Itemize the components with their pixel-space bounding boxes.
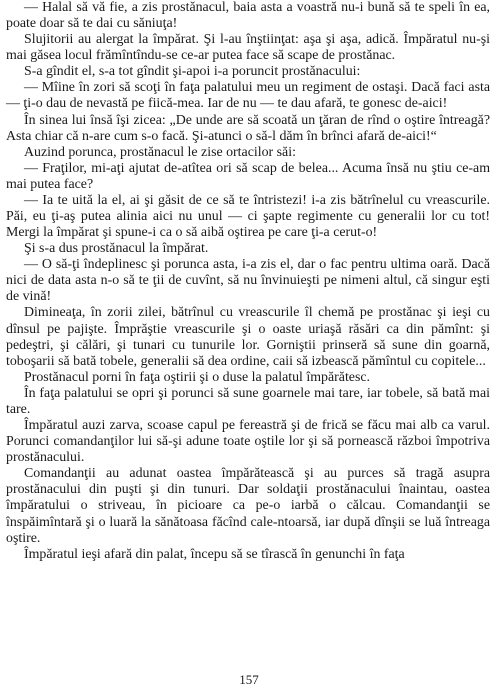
paragraph: — Fraţilor, mi-aţi ajutat de-atîtea ori să scap de belea... Acuma însă nu ştiu ce-am mai putea face? [6, 160, 490, 192]
paragraph: Împăratul ieşi afară din palat, începu să se tîrască în genunchi în faţa [24, 546, 405, 562]
paragraph: — Mîine în zori să scoţi în faţa palatului meu un regiment de ostaşi. Dacă faci asta — ţi-o dau de nevastă pe fiică-mea. Iar de nu — te dau afară, te gonesc de-aici! [6, 80, 490, 112]
paragraph: — Halal să vă fie, a zis prostănacul, baia asta a voastră nu-i bună să te speli în ea, poate doar să te dai cu săniuţa! [6, 0, 490, 32]
paragraph: Prostănacul porni în faţa oştirii şi o duse la palatul împărătesc. [24, 369, 371, 385]
paragraph: — O să-ţi îndeplinesc şi porunca asta, i-a zis el, dar o fac pentru ultima oară. Dacă nici de data asta n-o să te ţii de cuvînt, să nu învinuieşti pe nimeni altul, că singur eşti de vină! [6, 257, 490, 305]
paragraph: Dimineaţa, în zorii zilei, bătrînul cu vreascurile îl chemă pe prostănac şi ieşi cu dînsul pe pajişte. Împrăştie vreascurile şi o oaste uriaşă răsări ca din pămînt: şi pedeştri, şi călări, şi tunari cu tunurile lor. Gorniştii prinseră să sune din goarnă, toboşarii să bată tobele, generalii să dea ordine, caii să izbească pămîntul cu copitele... [6, 305, 490, 369]
paragraph: S-a gîndit el, s-a tot gîndit şi-apoi i-a poruncit prostănacului: [24, 64, 361, 80]
paragraph: În sinea lui însă îşi zicea: „De unde are să scoată un ţăran de rînd o oştire întreagă? Asta chiar că n-are cum s-o facă. Şi-atunci o să-l dăm în brînci afară de-aici!“ [6, 112, 490, 144]
paragraph: Şi s-a dus prostănacul la împărat. [24, 241, 209, 257]
page-number: 157 [239, 672, 259, 687]
paragraph: Comandanţii au adunat oastea împărătească şi au purces să tragă asupra prostănacului din puşti şi din tunuri. Dar soldaţii prostănacului înaintau, oastea împăratului o striveau, în picioare ca pe-o iarbă o călcau. Comandanţii se înspăimîntară şi o luară la sănătoasa făcînd cale-ntoarsă, iar după dînşii se luă întreaga oştire. [6, 466, 490, 546]
paragraph: Slujitorii au alergat la împărat. Şi l-au înştiinţat: aşa şi aşa, adică. Împăratul nu-şi mai găsea locul frămîntîndu-se ce-ar putea face să scape de prostănac. [6, 32, 490, 64]
paragraph: Auzind porunca, prostănacul le zise ortacilor săi: [24, 144, 296, 160]
paragraph: În faţa palatului se opri şi porunci să sune goarnele mai tare, iar tobele, să bată mai tare. [6, 385, 490, 417]
story-text [6, 0, 490, 563]
paragraph: — Ia te uită la el, ai şi găsit de ce să te întristezi! i-a zis bătrînelul cu vreascurile. Păi, eu ţi-aş putea alinia aici nu unul — ci şapte regimente cu generalii lor cu tot! Mergi la împărat şi spune-i ca o să aibă oştirea pe care ţi-a cerut-o! [6, 192, 490, 241]
paragraph: Împăratul auzi zarva, scoase capul pe fereastră şi de frică se făcu mai alb ca varul. Porunci comandanţilor lui să-şi adune toate oştile lor şi să pornească război împotriva prostănacului. [6, 418, 490, 466]
